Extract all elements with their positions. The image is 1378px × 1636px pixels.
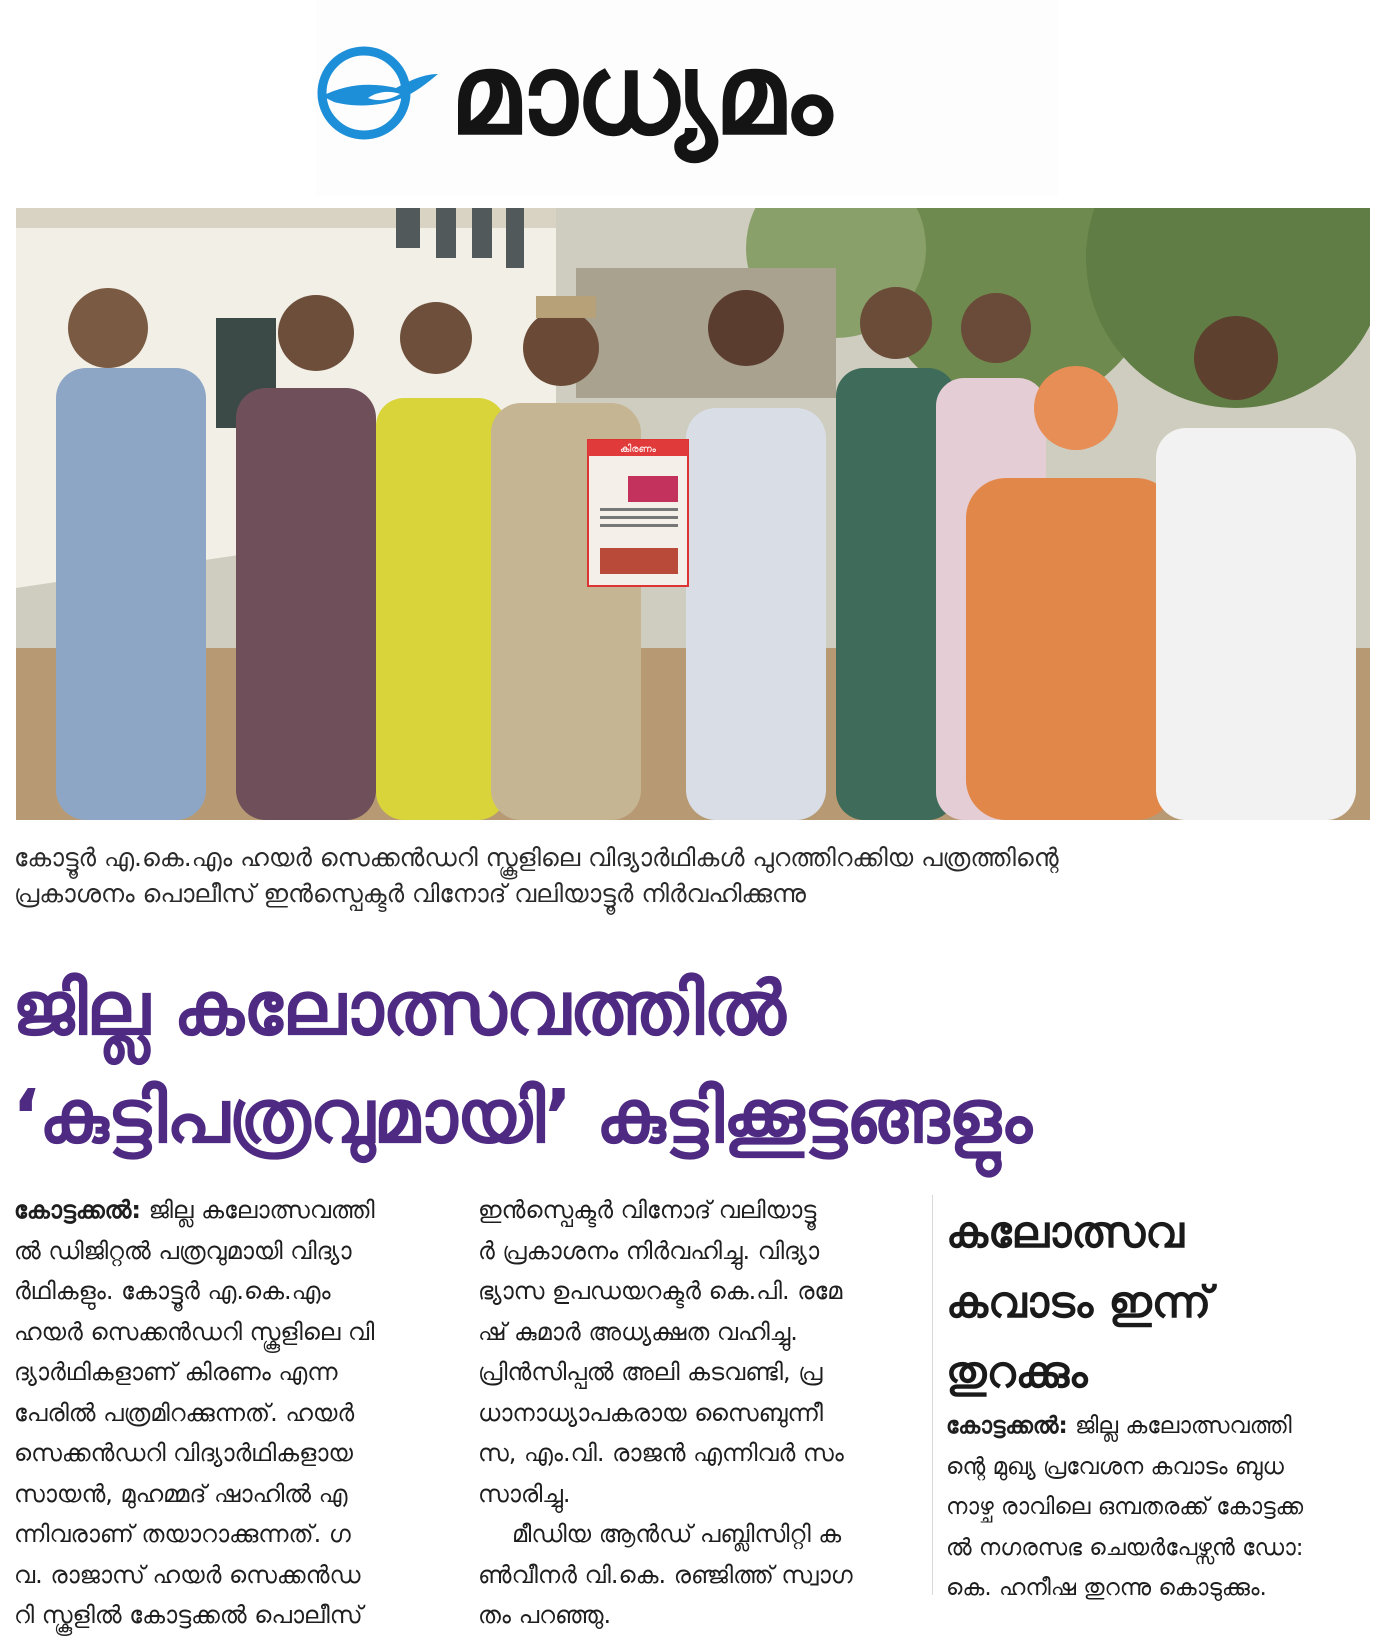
article-line: കെ. ഹനീഷ തുറന്നു കൊടുക്കും. — [946, 1575, 1267, 1601]
headline-line-1: ജില്ല കലോത്സവത്തിൽ — [12, 966, 785, 1052]
article-line: ന്നിവരാണ് തയാറാക്കുന്നത്. ഗ — [14, 1520, 351, 1548]
side-headline-line: കവാടം ഇന്ന് — [946, 1277, 1212, 1328]
article-line: വ. രാജാസ് ഹയർ സെക്കൻഡ — [14, 1560, 361, 1589]
article-text: ജില്ല കലോത്സവത്തി — [140, 1196, 375, 1224]
article-line — [946, 1406, 1370, 1447]
article-line: നാഴ്ച രാവിലെ ഒമ്പതരക്ക് കോട്ടക്ക — [946, 1494, 1304, 1520]
dateline: കോട്ടക്കൽ: — [14, 1196, 141, 1224]
article-line: പ്രിൻസിപ്പൽ അലി കടവണ്ടി, പ്ര — [478, 1358, 823, 1386]
article-line: ൽ ഡിജിറ്റൽ പത്രവുമായി വിദ്യാ — [14, 1236, 352, 1265]
article-line: റി സ്കൂളിൽ കോട്ടക്കൽ പൊലീസ് — [14, 1601, 363, 1629]
article-line: ന്റെ മുഖ്യ പ്രവേശന കവാടം ബുധ — [946, 1453, 1284, 1480]
dateline: കോട്ടക്കൽ: — [946, 1413, 1068, 1439]
news-photo — [16, 208, 1370, 820]
held-newspaper-title: കിരണം — [620, 444, 656, 455]
side-story-headline — [946, 1198, 1366, 1408]
article-line: തം പറഞ്ഞു. — [478, 1601, 612, 1629]
side-story-body — [946, 1406, 1370, 1609]
column-divider — [932, 1195, 933, 1595]
article-line: സായൻ, മുഹമ്മദ് ഷാഹിൽ എ — [14, 1479, 348, 1508]
caption-line: കോട്ടൂർ എ.കെ.എം ഹയർ സെക്കൻഡറി സ്കൂളിലെ വിദ്യാർഥികൾ പുറത്തിറക്കിയ പത്രത്തിന്റെ — [14, 843, 1059, 872]
caption-line: പ്രകാശനം പൊലീസ് ഇൻസ്പെക്ടർ വിനോദ് വലിയാട്ടൂർ നിർവഹിക്കുന്നു — [14, 879, 806, 908]
article-line: ഭ്യാസ ഉപഡയറക്ടർ കെ.പി. രമേ — [478, 1277, 843, 1305]
newspaper-name: മാധ്യമം — [450, 30, 830, 160]
article-line — [14, 1190, 454, 1231]
article-text: ജില്ല കലോത്സവത്തി — [1067, 1413, 1292, 1439]
article-line: സെക്കൻഡറി വിദ്യാർഥികളായ — [14, 1439, 353, 1467]
article-line: ർഥികളും. കോട്ടൂർ എ.കെ.എം — [14, 1277, 331, 1305]
article-line: ർ പ്രകാശനം നിർവഹിച്ചു. വിദ്യാ — [478, 1236, 820, 1265]
article-line: ധാനാധ്യാപകരായ സൈബുന്നീ — [478, 1398, 824, 1427]
article-column-1 — [14, 1190, 454, 1636]
madhyamam-bird-logo-icon — [316, 44, 440, 142]
side-headline-line: കലോത്സവ — [946, 1207, 1184, 1258]
article-line: സ, എം.വി. രാജൻ എന്നിവർ സം — [478, 1439, 844, 1467]
side-headline-line: തുറക്കും — [946, 1347, 1088, 1398]
article-line: ഹയർ സെക്കൻഡറി സ്കൂളിലെ വി — [14, 1317, 375, 1346]
photo-caption — [14, 840, 1364, 912]
main-headline — [12, 955, 1362, 1171]
article-line: സാരിച്ചു. — [478, 1479, 571, 1508]
article-line: ൺവീനർ വി.കെ. രഞ്ജിത്ത് സ്വാഗ — [478, 1560, 853, 1589]
article-column-2 — [478, 1190, 918, 1636]
article-line: ഷ് കുമാർ അധ്യക്ഷത വഹിച്ചു. — [478, 1317, 798, 1346]
article-line: ദ്യാർഥികളാണ് കിരണം എന്ന — [14, 1358, 338, 1386]
article-line: പേരിൽ പത്രമിറക്കുന്നത്. ഹയർ — [14, 1398, 355, 1427]
headline-line-2: ‘കുട്ടിപത്രവുമായി’ കുട്ടിക്കൂട്ടങ്ങളും — [12, 1074, 1032, 1160]
article-line: ഇൻസ്പെക്ടർ വിനോദ് വലിയാട്ടൂ — [478, 1196, 817, 1224]
article-line: മീഡിയ ആൻഡ് പബ്ലിസിറ്റി ക — [512, 1520, 842, 1548]
masthead — [316, 0, 1058, 196]
article-line: ൽ നഗരസഭ ചെയർപേഴ്സൻ ഡോ: — [946, 1534, 1304, 1561]
